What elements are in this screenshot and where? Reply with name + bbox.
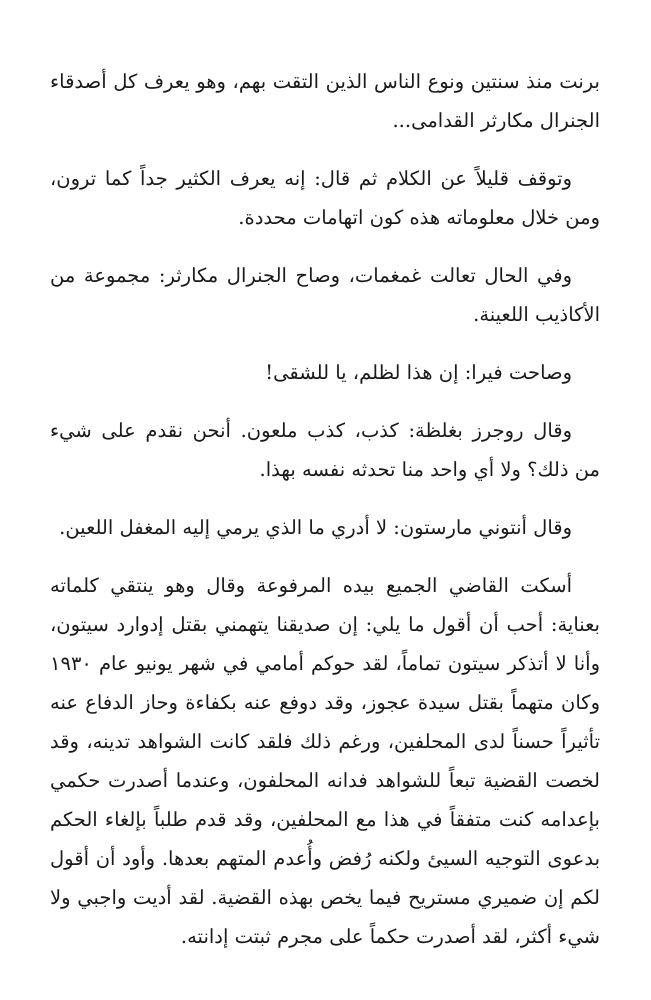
paragraph-4: وصاحت فيرا: إن هذا لظلم، يا للشقى! (265, 361, 572, 384)
paragraph-6: وقال أنتوني مارستون: لا أدري ما الذي يرمي إليه المغفل اللعين. (59, 516, 572, 539)
paragraph-2: وتوقف قليلاً عن الكلام ثم قال: إنه يعرف الكثير جداً كما ترون، ومن خلال معلوماته هذه كون اتهامات محددة. (50, 167, 600, 229)
paragraph-3: وفي الحال تعالت غمغمات، وصاح الجنرال مكارثر: مجموعة من الأكاذيب اللعينة. (50, 264, 600, 326)
paragraph-1: برنت منذ سنتين ونوع الناس الذين التقت بهم، وهو يعرف كل أصدقاء الجنرال مكارثر القدامى... (50, 70, 600, 132)
book-page-text (50, 62, 600, 956)
paragraph-7: أسكت القاضي الجميع بيده المرفوعة وقال وهو ينتقي كلماته بعناية: أحب أن أقول ما يلي: إن صديقنا يتهمني بقتل إدوارد سيتون، وأنا لا أتذكر سيتون تماماً، لقد حوكم أمامي في شهر يونيو عام ١٩٣٠ وكان متهماً بقتل سيدة عجوز، وقد دوفع عنه بكفاءة وحاز الدفاع عنه تأثيراً حسناً لدى المحلفين، ورغم ذلك فلقد كانت الشواهد تدينه، وقد لخصت القضية تبعاً للشواهد فدانه المحلفون، وعندما أصدرت حكمي بإعدامه كنت متفقاً في هذا مع المحلفين، وقد قدم طلباً بإلغاء الحكم بدعوى التوجيه السيئ ولكنه رُفض وأُعدم المتهم بعدها. وأود أن أقول لكم إن ضميري مستريح فيما يخص بهذه القضية. لقد أديت واجبي ولا شيء أكثر، لقد أصدرت حكماً على مجرم ثبتت إدانته. (50, 574, 600, 948)
paragraph-5: وقال روجرز بغلظة: كذب، كذب ملعون. أنحن نقدم على شيء من ذلك؟ ولا أي واحد منا تحدثه نفسه بهذا. (50, 419, 600, 481)
